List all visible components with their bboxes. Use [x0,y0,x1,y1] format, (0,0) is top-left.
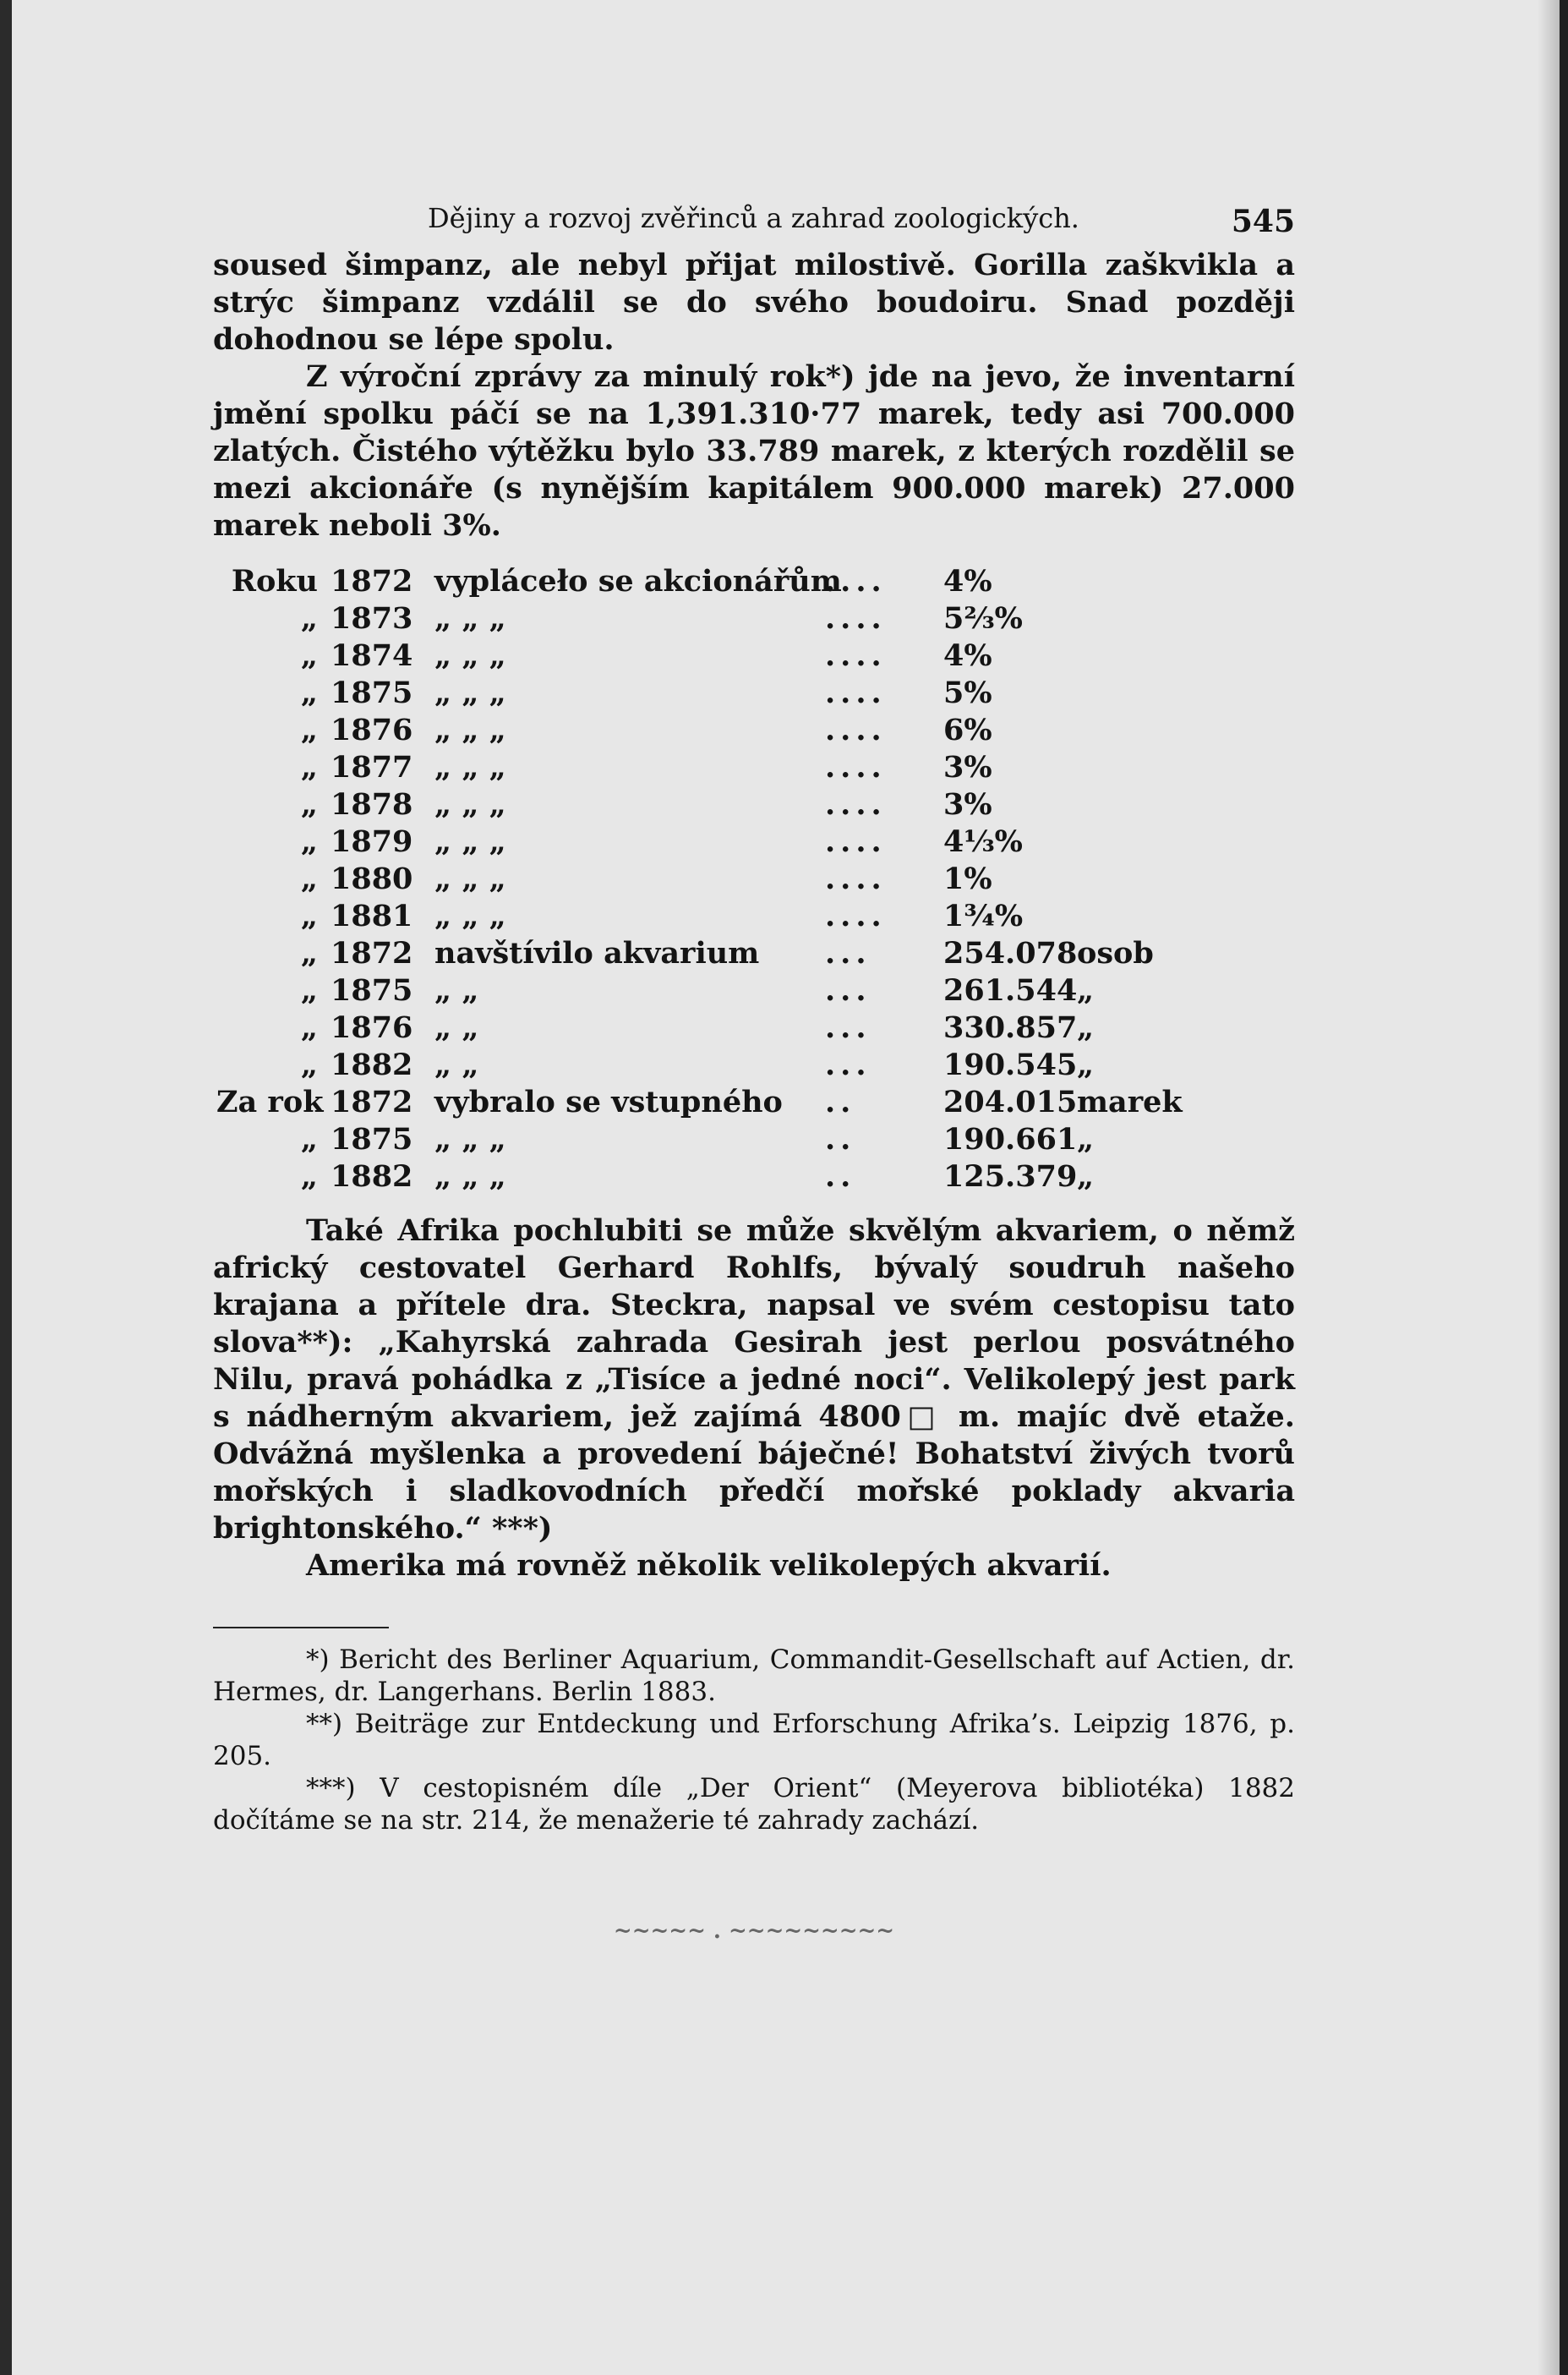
row-year: 1872 [331,1085,413,1119]
text-column [213,196,1295,1950]
row-year: 1872 [331,564,413,599]
row-value: 3% [943,750,992,785]
row-value: 254.078 [943,936,1078,971]
row-lead: Za rok [216,1085,324,1119]
row-lead: „ [300,862,318,896]
row-leader-dots: .... [825,564,887,599]
row-text: vybralo se vstupného [434,1085,783,1119]
row-text: „ „ „ [434,676,506,710]
table-row [216,898,1295,935]
row-lead: „ [300,936,318,971]
row-year: 1875 [331,676,413,710]
paragraph-4: Amerika má rovněž několik velikolepých akvarií. [306,1548,1112,1583]
page-number: 545 [1231,204,1295,239]
row-value: 3% [943,787,992,822]
table-row [216,1121,1295,1158]
table-row [216,749,1295,786]
table-row [216,1047,1295,1084]
row-year: 1882 [331,1048,413,1082]
table-row [216,675,1295,712]
row-text: „ „ „ [434,1122,506,1157]
row-unit: „ [1077,1122,1095,1157]
row-text: „ „ „ [434,638,506,673]
row-lead: „ [300,1048,318,1082]
row-year: 1872 [331,936,413,971]
row-leader-dots: .... [825,601,887,636]
row-text: vypláceło se akcionářům [434,564,842,599]
row-lead: Roku [231,564,318,599]
row-leader-dots: .. [825,1122,856,1157]
footnotes [213,1644,1295,1836]
table-row [216,824,1295,861]
table-row [216,972,1295,1010]
running-title: Dějiny a rozvoj zvěřinců a zahrad zoologických. [428,202,1079,234]
row-value: 1% [943,862,992,896]
row-leader-dots: ... [825,1048,871,1082]
row-year: 1874 [331,638,413,673]
row-text: navštívilo akvarium [434,936,760,971]
table-row [216,1010,1295,1047]
row-year: 1873 [331,601,413,636]
row-lead: „ [300,676,318,710]
row-text: „ „ „ [434,1159,506,1194]
row-leader-dots: ... [825,973,871,1008]
row-lead: „ [300,824,318,859]
row-leader-dots: .... [825,676,887,710]
footnote-2: **) Beiträge zur Entdeckung und Erforschung Afrika’s. Leipzig 1876, p. 205. [213,1709,1295,1771]
row-lead: „ [300,750,318,785]
row-text: „ „ „ [434,899,506,933]
row-year: 1876 [331,1010,413,1045]
row-value: 6% [943,713,992,747]
table-row [216,935,1295,972]
row-lead: „ [300,973,318,1008]
row-value: 190.545 [943,1048,1078,1082]
row-lead: „ [300,1159,318,1194]
row-text: „ „ [434,1048,479,1082]
row-leader-dots: .... [825,899,887,933]
running-header [213,196,1295,247]
row-value: 4⅓% [943,824,1023,859]
row-leader-dots: .... [825,713,887,747]
table-row [216,712,1295,749]
row-unit: „ [1077,1048,1095,1082]
row-value: 4% [943,638,992,673]
table-row [216,563,1295,600]
footnote-rule [213,1627,389,1628]
footnote-3: ***) V cestopisném díle „Der Orient“ (Meyerova bibliotéka) 1882 dočítáme se na str. 214, že menažerie té zahrady zachází. [213,1773,1295,1836]
page-right-edge [1560,0,1568,2375]
row-leader-dots: .. [825,1085,856,1119]
table-row [216,638,1295,675]
row-year: 1875 [331,1122,413,1157]
row-lead: „ [300,899,318,933]
row-value: 190.661 [943,1122,1078,1157]
row-text: „ „ „ [434,862,506,896]
row-year: 1877 [331,750,413,785]
row-value: 1¾% [943,899,1024,933]
row-value: 261.544 [943,973,1078,1008]
row-text: „ „ „ [434,713,506,747]
row-year: 1881 [331,899,413,933]
row-year: 1882 [331,1159,413,1194]
row-year: 1875 [331,973,413,1008]
row-unit: „ [1077,1159,1095,1194]
row-lead: „ [300,638,318,673]
row-value: 204.015 [943,1085,1078,1119]
table-row [216,786,1295,824]
row-leader-dots: .... [825,787,887,822]
row-lead: „ [300,713,318,747]
row-text: „ „ [434,1010,479,1045]
paragraph-1: soused šimpanz, ale nebyl přijat milostivě. Gorilla zaškvikla a strýc šimpanz vzdálil se do svého boudoiru. Snad později dohodnou se lépe spolu. [213,248,1295,357]
row-text: „ „ „ [434,750,506,785]
row-leader-dots: .... [825,750,887,785]
row-leader-dots: ... [825,1010,871,1045]
row-text: „ „ „ [434,787,506,822]
row-leader-dots: .... [825,862,887,896]
page-edge-shadow [1538,0,1560,2375]
row-unit: „ [1077,973,1095,1008]
row-text: „ „ [434,973,479,1008]
row-text: „ „ „ [434,824,506,859]
row-leader-dots: .... [825,824,887,859]
row-year: 1878 [331,787,413,822]
row-lead: „ [300,601,318,636]
row-text: „ „ „ [434,601,506,636]
statistics-table [216,563,1295,1196]
row-unit: marek [1077,1085,1183,1119]
table-row [216,1158,1295,1196]
row-lead: „ [300,1010,318,1045]
row-value: 125.379 [943,1159,1078,1194]
row-year: 1876 [331,713,413,747]
row-value: 5⅔% [943,601,1023,636]
end-ornament: ~~~~~ . ~~~~~~~~~ [613,1918,895,1944]
table-row [216,600,1295,638]
row-year: 1879 [331,824,413,859]
row-lead: „ [300,1122,318,1157]
row-value: 330.857 [943,1010,1078,1045]
row-lead: „ [300,787,318,822]
row-leader-dots: .. [825,1159,856,1194]
row-value: 5% [943,676,992,710]
footnote-1: *) Bericht des Berliner Aquarium, Commandit-Gesellschaft auf Actien, dr. Hermes, dr. Langerhans. Berlin 1883. [213,1644,1295,1707]
row-leader-dots: .... [825,638,887,673]
page-binding-edge [0,0,12,2375]
row-unit: osob [1077,936,1154,971]
table-row [216,861,1295,898]
row-leader-dots: ... [825,936,871,971]
row-year: 1880 [331,862,413,896]
row-unit: „ [1077,1010,1095,1045]
table-row [216,1084,1295,1121]
paragraph-3: Také Afrika pochlubiti se může skvělým akvariem, o němž africký cestovatel Gerhard Rohlfs, bývalý soudruh našeho krajana a přítele dra. Steckra, napsal ve svém cestopisu tato slova**): „Kahyrská zahrada Gesirah jest perlou posvátného Nilu, pravá pohádka z „Tisíce a jedné noci“. Velikolepý jest park s nádherným akvariem, jež zajímá 4800□ m. majíc dvě etaže. Odvážná myšlenka a provedení báječné! Bohatství živých tvorů mořských i sladkovodních předčí mořské poklady akvaria brightonského.“ ***) [213,1213,1295,1546]
paragraph-2: Z výroční zprávy za minulý rok*) jde na jevo, že inventarní jmění spolku páčí se na 1,391.310·77 marek, tedy asi 700.000 zlatých. Čistého výtěžku bylo 33.789 marek, z kterých rozdělil se mezi akcionáře (s nynějším kapitálem 900.000 marek) 27.000 marek neboli 3%. [213,359,1295,543]
row-value: 4% [943,564,992,599]
